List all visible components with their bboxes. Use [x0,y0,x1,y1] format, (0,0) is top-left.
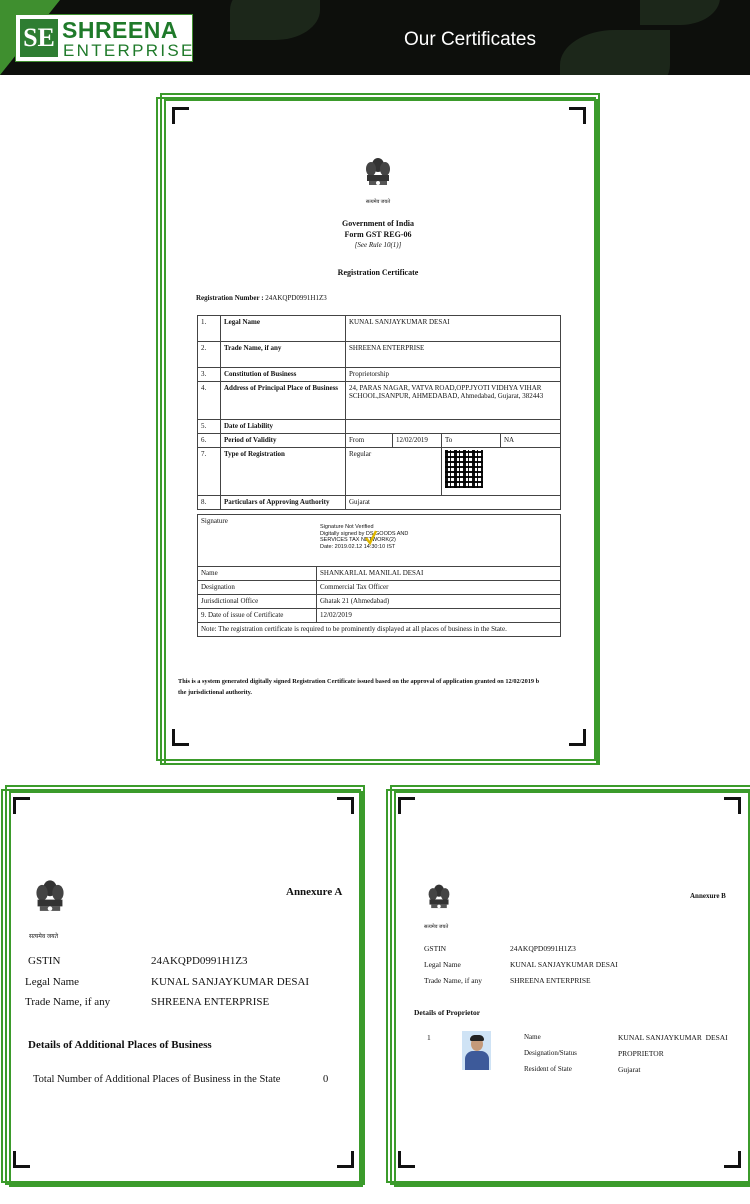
table-row [198,595,561,609]
row-value: 12/02/2019 [317,609,561,623]
logo-name: SHREENA [62,17,178,43]
row-value: Gujarat [346,496,561,510]
signature-label: Signature [201,517,228,525]
government-title: Government of India [342,219,414,228]
emblem-motto: सत्यमेव जयते [365,200,391,205]
trade-name-label: Trade Name, if any [424,976,483,985]
brand-logo[interactable] [15,14,193,62]
table-row [198,496,561,510]
row-number: 1. [198,316,221,342]
row-number: 8. [198,496,221,510]
certificate-footer [178,676,588,699]
corner-mark [398,797,415,814]
corner-mark [172,107,189,124]
table-row [198,382,561,420]
table-row [198,623,561,637]
gstin-value: 24AKQPD0991H1Z3 [151,955,248,967]
trade-name-label: Trade Name, if any [25,996,111,1008]
table-row [198,567,561,581]
annexure-b-certificate [386,785,750,1185]
row-number: 3. [198,368,221,382]
corner-mark [13,797,30,814]
section-title: Details of Additional Places of Business [28,1039,212,1051]
row-number: 2. [198,342,221,368]
row-number: 6. [198,434,221,448]
gstin-label: GSTIN [424,944,447,953]
row-value: Ghatak 21 (Ahmedabad) [317,595,561,609]
checkmark-icon [364,529,378,547]
row-label: Trade Name, if any [221,342,346,368]
proprietor-index: 1 [427,1033,431,1042]
logo-mark: SE [20,19,58,57]
national-emblem-icon [426,882,452,922]
logo-subtitle: ENTERPRISE [63,41,195,60]
qr-code-icon [445,450,483,488]
row-label: Constitution of Business [221,368,346,382]
legal-name-value: KUNAL SANJAYKUMAR DESAI [510,960,618,969]
gstin-label: GSTIN [28,955,61,967]
corner-mark [398,1151,415,1168]
gstin-value: 24AKQPD0991H1Z3 [510,944,576,953]
proprietor-designation: PROPRIETOR [618,1049,664,1058]
registration-certificate [156,93,598,765]
row-number: 7. [198,448,221,496]
annexure-title: Annexure B [690,892,726,900]
row-label: Legal Name [221,316,346,342]
row-label: 9. Date of issue of Certificate [198,609,317,623]
row-value: Proprietorship [346,368,561,382]
table-row [198,434,561,448]
national-emblem-icon [363,155,393,201]
table-row [198,609,561,623]
row-label: Date of Liability [221,420,346,434]
additional-places-label: Total Number of Additional Places of Business in the State [33,1074,281,1085]
table-row [198,316,561,342]
signature-network: SERVICES TAX NETWORK(2) [320,537,396,544]
qr-cell [442,448,561,496]
corner-mark [569,729,586,746]
emblem-motto: सत्यमेव जयते [29,934,59,940]
validity-from-label: From [346,434,393,448]
row-number: 5. [198,420,221,434]
row-value: SHANKARLAL MANILAL DESAI [317,567,561,581]
table-row [198,420,561,434]
page-header [0,0,750,75]
row-label: Jurisdictional Office [198,595,317,609]
corner-mark [569,107,586,124]
signature-table [197,514,561,637]
row-label: Type of Registration [221,448,346,496]
proprietor-photo [462,1031,491,1070]
annexure-title: Annexure A [286,886,343,898]
validity-to-label: To [442,434,501,448]
national-emblem-icon [33,877,67,929]
row-label: Designation [198,581,317,595]
table-row [198,342,561,368]
table-row [198,448,561,496]
signature-cell [198,515,561,567]
reg-number-label: Registration Number : [196,294,264,302]
additional-places-count: 0 [323,1074,329,1085]
corner-mark [337,797,354,814]
corner-mark [724,1151,741,1168]
certificate-note: Note: The registration certificate is required to be prominently displayed at all places of business in the State. [198,623,561,637]
annexure-a-certificate [1,785,363,1185]
signature-status: Signature Not Verified [320,524,374,530]
row-value: Commercial Tax Officer [317,581,561,595]
row-label: Address of Principal Place of Business [221,382,346,420]
proprietor-name: KUNAL SANJAYKUMAR DESAI [618,1033,728,1042]
rule-reference: [See Rule 10(1)] [354,241,402,249]
footer-line: This is a system generated digitally signed Registration Certificate issued based on the approval of application granted on 12/02/2019 b [178,678,540,685]
corner-mark [724,797,741,814]
leaf-decoration [230,0,320,40]
page-title: Our Certificates [404,29,536,50]
row-number: 4. [198,382,221,420]
emblem-motto: सत्यमेव जयते [424,925,449,930]
validity-to: NA [501,434,561,448]
row-value: Regular [346,448,442,496]
row-label: Particulars of Approving Authority [221,496,346,510]
leaf-decoration [560,30,670,75]
row-value: KUNAL SANJAYKUMAR DESAI [346,316,561,342]
trade-name-value: SHREENA ENTERPRISE [151,996,270,1008]
certificate-title: Registration Certificate [337,268,419,277]
footer-line: the jurisdictional authority. [178,689,252,697]
designation-label: Designation/Status [524,1049,577,1057]
table-row [198,581,561,595]
name-label: Name [524,1033,541,1041]
signature-row [198,515,561,567]
signature-signer: Digitally signed by DS GOODS AND [320,530,409,537]
corner-mark [13,1151,30,1168]
reg-number-value: 24AKQPD0991H1Z3 [265,294,327,302]
form-name: Form GST REG-06 [344,230,412,239]
registration-table [197,315,561,510]
validity-from: 12/02/2019 [393,434,442,448]
resident-label: Resident of State [524,1065,572,1073]
trade-name-value: SHREENA ENTERPRISE [510,976,591,985]
row-label: Name [198,567,317,581]
proprietor-resident: Gujarat [618,1065,641,1074]
registration-number [196,294,327,302]
row-label: Period of Validity [221,434,346,448]
signature-date: Date: 2019.02.12 14:30:10 IST [320,543,396,550]
section-title: Details of Proprietor [414,1008,481,1017]
row-value: 24, PARAS NAGAR, VATVA ROAD,OPP.JYOTI VIDHYA VIHAR SCHOOL,ISANPUR, AHMEDABAD, Ahmedabad, Gujarat, 382443 [346,382,561,420]
corner-mark [172,729,189,746]
table-row [198,368,561,382]
legal-name-value: KUNAL SANJAYKUMAR DESAI [151,976,310,988]
leaf-decoration [640,0,720,25]
row-value: SHREENA ENTERPRISE [346,342,561,368]
row-value [346,420,561,434]
corner-mark [337,1151,354,1168]
legal-name-label: Legal Name [25,976,80,988]
legal-name-label: Legal Name [424,960,461,969]
